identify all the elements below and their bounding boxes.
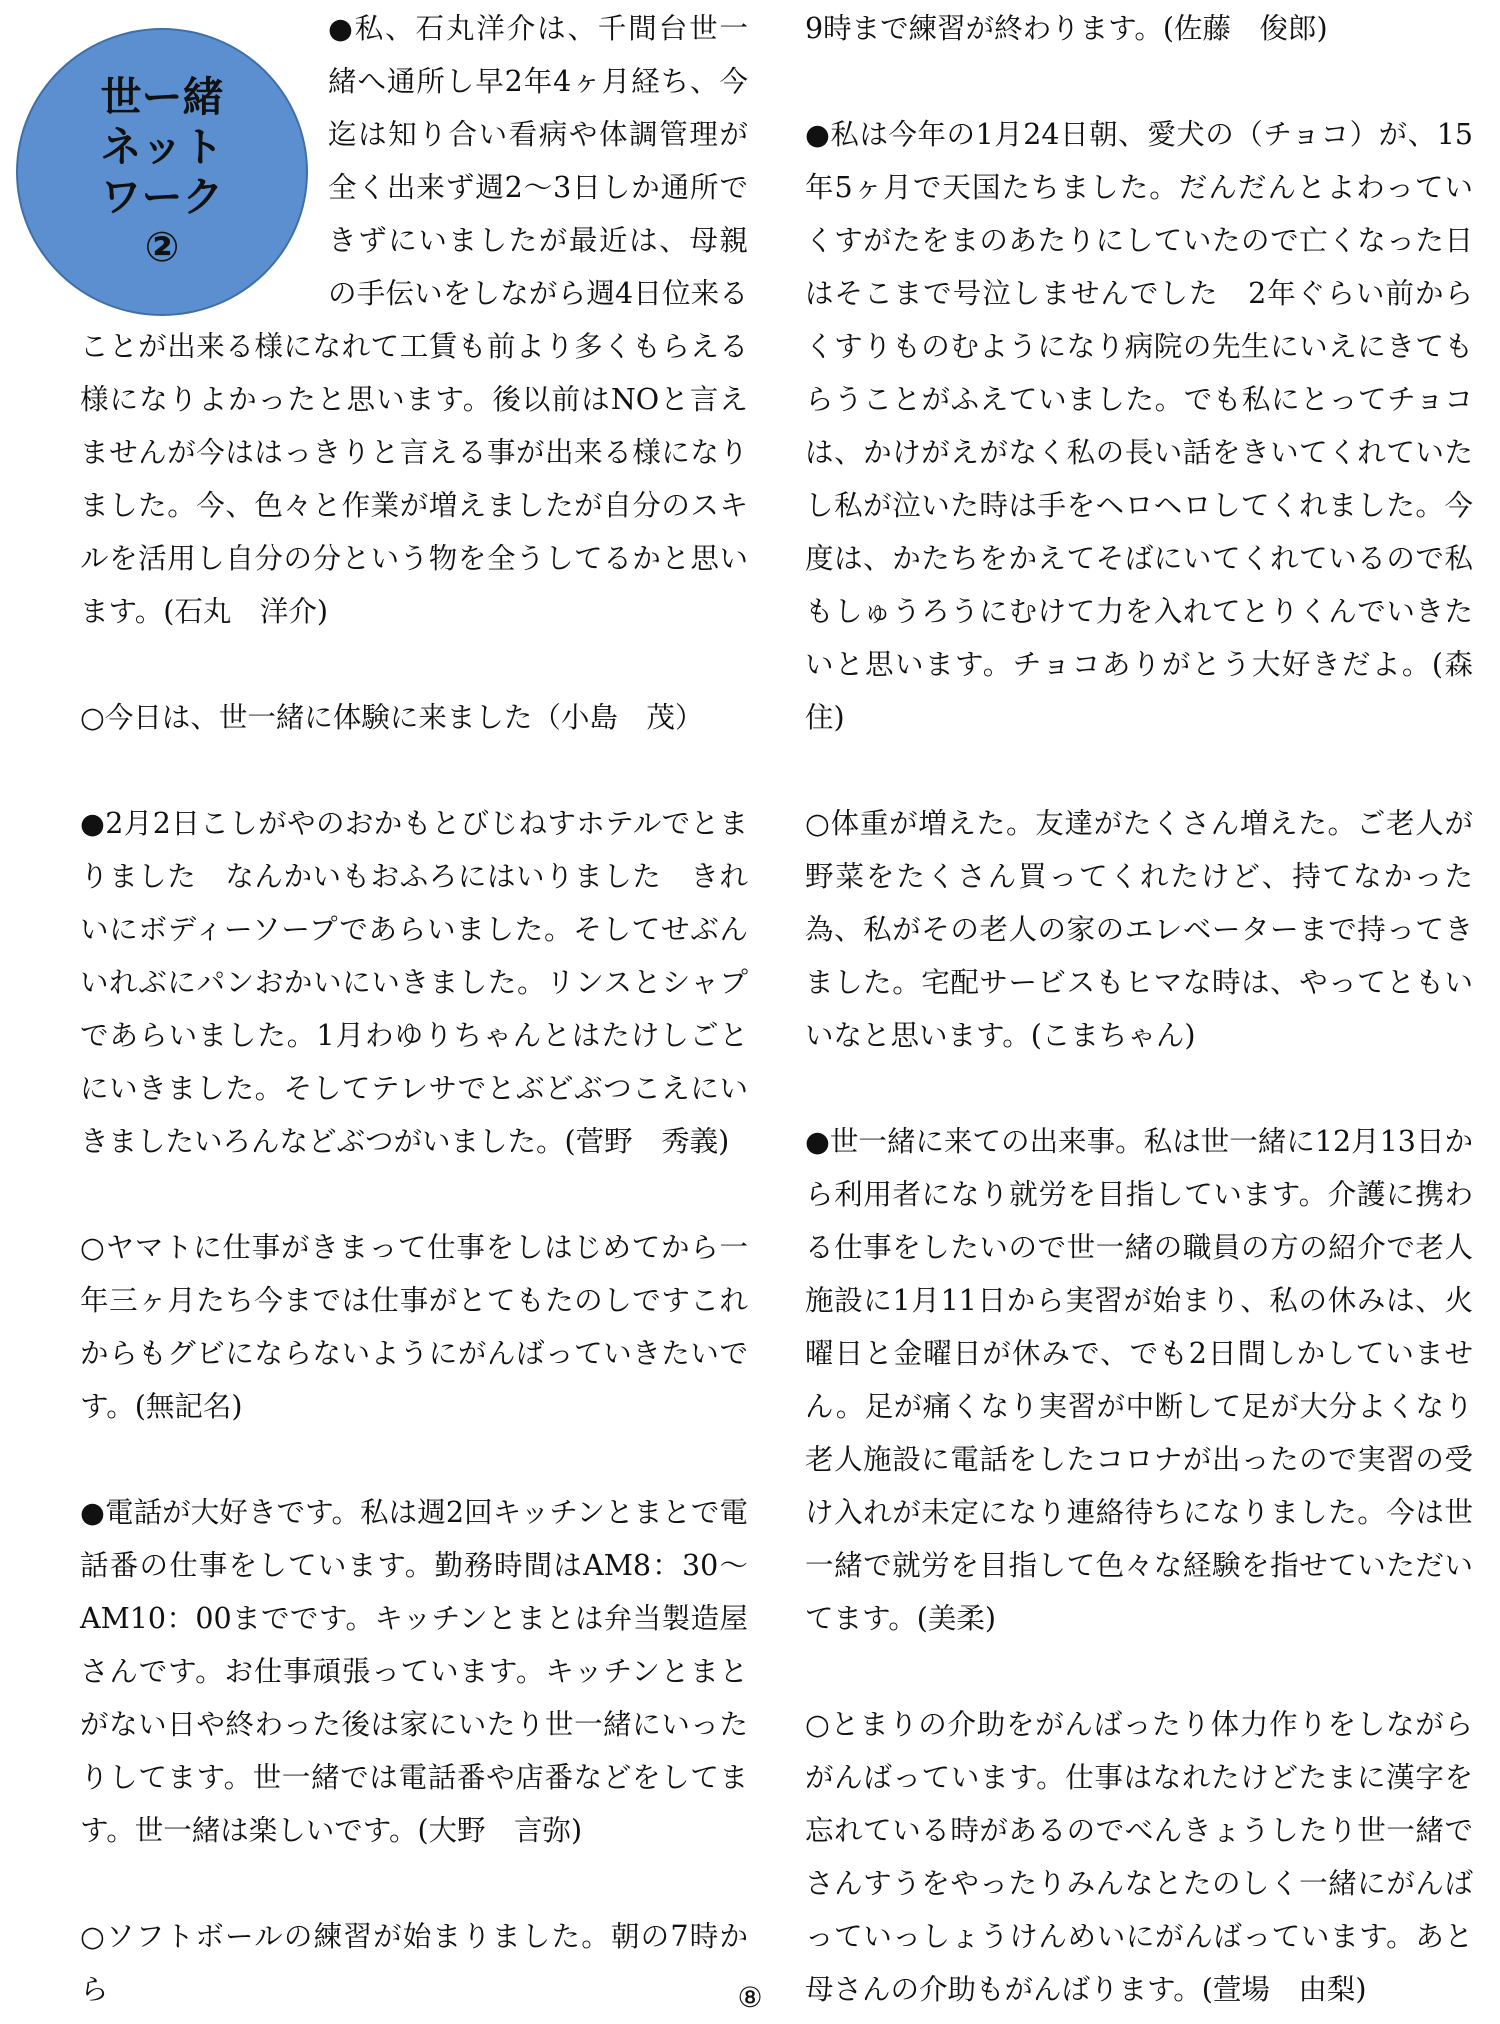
article-text: ○とまりの介助をがんばったり体力作りをしながらがんばっています。仕事はなれたけどたまに漢字を忘れている時があるのでべんきょうしたり世一緒でさんすうをやったりみんなとたのしく一緒にがんばっていっしょうけんめいにがんばっています。あと母さんの介助もがんばります。(萱場 由梨) — [805, 1708, 1473, 2006]
article-entry — [80, 1221, 748, 1433]
article-text: ●2月2日こしがやのおかもとびじねすホテルでとまりました なんかいもおふろにはいりました きれいにボディーソープであらいました。そしてせぶんいれぶにパンおかいにいきました。リンスとシャプであらいました。1月わゆりちゃんとはたけしごとにいきました。そしてテレサでとぶどぶつこえにいきましたいろんなどぶつがいました。(菅野 秀義) — [80, 807, 748, 1158]
article-text: ○ヤマトに仕事がきまって仕事をしはじめてから一年三ヶ月たち今までは仕事がとてもたのしですこれからもグビにならないようにがんばっていきたいです。(無記名) — [80, 1231, 748, 1423]
article-text: ○ソフトボールの練習が始まりました。朝の7時から — [80, 1920, 748, 2006]
article-entry — [80, 797, 748, 1168]
page-number: ⑧ — [737, 1981, 763, 2014]
article-text: ○今日は、世一緒に体験に来ました（小島 茂） — [80, 701, 704, 734]
badge-line: ワーク — [100, 173, 224, 221]
article-text: ●世一緒に来ての出来事。私は世一緒に12月13日から利用者になり就労を目指しています。介護に携わる仕事をしたいので世一緒の職員の方の紹介で老人施設に1月11日から実習が始まり、私の休みは、火曜日と金曜日が休みで、でも2日間しかしていません。足が痛くなり実習が中断して足が大分よくなり老人施設に電話をしたコロナが出ったので実習の受け入れが未定になり連絡待ちになりました。今は世一緒で就労を目指して色々な経験を指せていただいてます。(美柔) — [805, 1125, 1473, 1635]
article-text: ●私、石丸洋介は、千間台世一緒へ通所し早2年4ヶ月経ち、今迄は知り合い看病や体調管理が全く出来ず週2〜3日しか通所できずにいましたが最近は、母親の手伝いをしながら週4日位来ることが出来る様になれて工賃も前より多くもらえる様になりよかったと思います。後以前はNOと言えませんが今ははっきりと言える事が出来る様になりました。今、色々と作業が増えましたが自分のスキルを活用し自分の分という物を全うしてるかと思います。(石丸 洋介) — [80, 12, 748, 628]
article-text: 9時まで練習が終わります。(佐藤 俊郎) — [805, 12, 1328, 45]
badge-line: ネット — [100, 123, 224, 171]
badge-line: ② — [144, 223, 180, 271]
right-column — [805, 2, 1473, 2016]
article-text: ●私は今年の1月24日朝、愛犬の（チョコ）が、15年5ヶ月で天国たちました。だんだんとよわっていくすがたをまのあたりにしていたので亡くなった日はそこまで号泣しませんでした 2年ぐらい前からくすりものむようになり病院の先生にいえにきてもらうことがふえていました。でも私にとってチョコは、かけがえがなく私の長い話をきいてくれていたし私が泣いた時は手をヘロヘロしてくれました。今度は、かたちをかえてそばにいてくれているので私もしゅうろうにむけて力を入れてとりくんでいきたいと思います。チョコありがとう大好きだよ。(森住) — [805, 118, 1473, 734]
article-entry — [805, 797, 1473, 1062]
article-text: ●電話が大好きです。私は週2回キッチンとまとで電話番の仕事をしています。勤務時間はAM8：30〜AM10：00までです。キッチンとまとは弁当製造屋さんです。お仕事頑張っています。キッチンとまとがない日や終わった後は家にいたり世一緒にいったりしてます。世一緒では電話番や店番などをしてます。世一緒は楽しいです。(大野 言弥) — [80, 1496, 748, 1847]
article-entry — [805, 1698, 1473, 2016]
article-entry — [80, 1486, 748, 1857]
article-entry — [805, 2, 1473, 55]
article-text: ○体重が増えた。友達がたくさん増えた。ご老人が野菜をたくさん買ってくれたけど、持てなかった為、私がその老人の家のエレベーターまで持ってきました。宅配サービスもヒマな時は、やってともいいなと思います。(こまちゃん) — [805, 807, 1473, 1052]
article-entry — [80, 691, 748, 744]
article-entry — [805, 1115, 1473, 1645]
badge-line: 世ー緒 — [100, 73, 224, 121]
article-entry — [805, 108, 1473, 744]
section-badge — [16, 28, 308, 316]
